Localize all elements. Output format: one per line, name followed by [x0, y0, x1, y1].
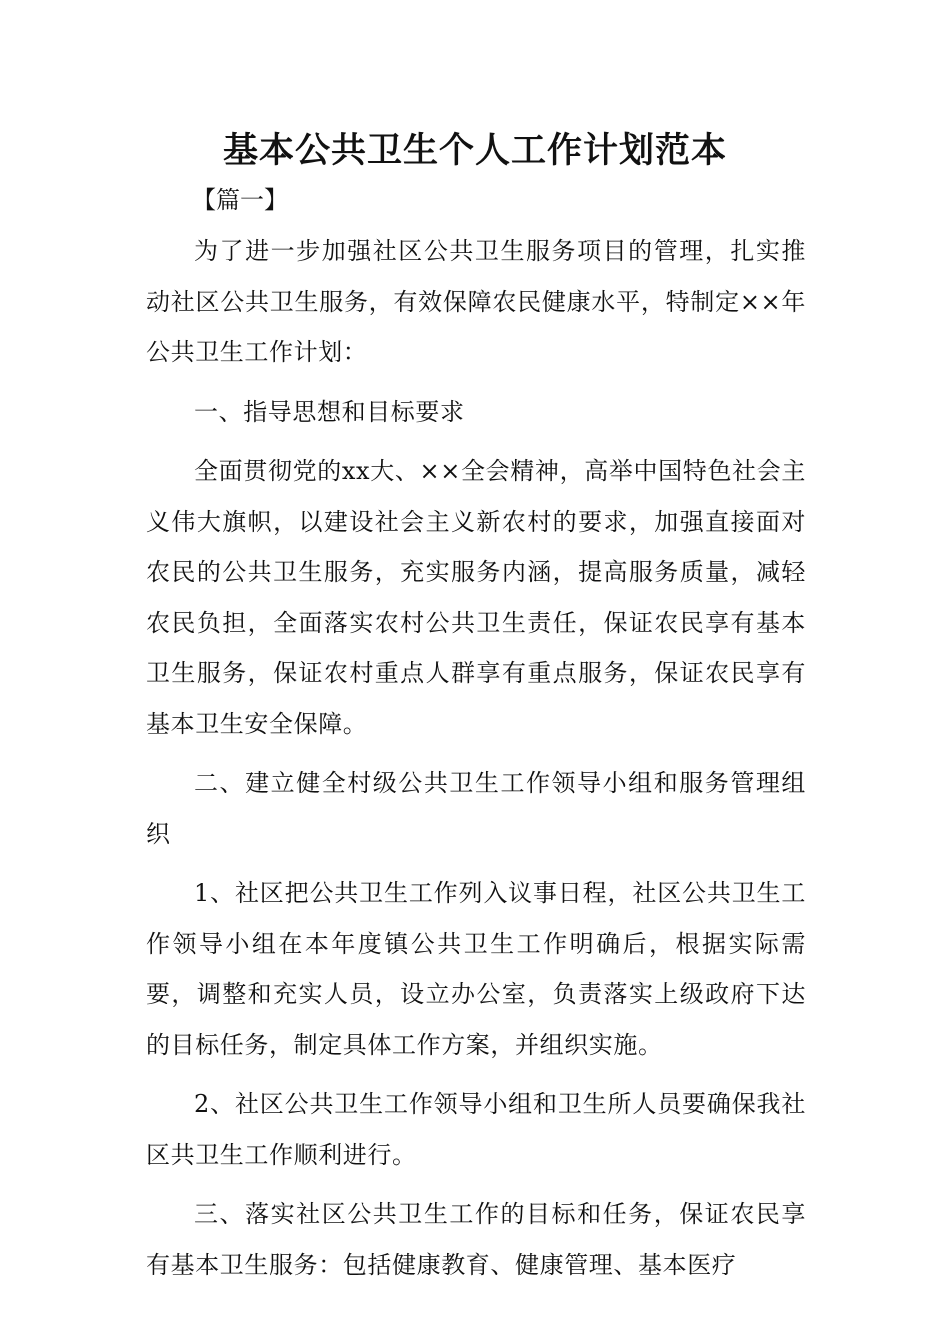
paragraph-targets-tasks: 三、落实社区公共卫生工作的目标和任务，保证农民享有基本卫生服务：包括健康教育、健康管理、基本医疗: [146, 1200, 806, 1279]
paragraph-item-2: 2、社区公共卫生工作领导小组和卫生所人员要确保我社区共卫生工作顺利进行。: [146, 1090, 806, 1169]
document-body: [146, 226, 806, 1299]
paragraph-item-1: 1、社区把公共卫生工作列入议事日程，社区公共卫生工作领导小组在本年度镇公共卫生工作明确后，根据实际需要，调整和充实人员，设立办公室，负责落实上级政府下达的目标任务，制定具体工作方案，并组织实施。: [146, 879, 806, 1059]
page-title: 基本公共卫生个人工作计划范本: [222, 130, 727, 171]
heading-leadership-group: 二、建立健全村级公共卫生工作领导小组和服务管理组织: [146, 769, 806, 848]
paragraph-intro: 为了进一步加强社区公共卫生服务项目的管理，扎实推动社区公共卫生服务，有效保障农民健康水平，特制定××年公共卫生工作计划：: [146, 237, 806, 366]
paragraph-guiding-principles: 全面贯彻党的xx大、××全会精神，高举中国特色社会主义伟大旗帜，以建设社会主义新农村的要求，加强直接面对农民的公共卫生服务，充实服务内涵，提高服务质量，减轻农民负担，全面落实农村公共卫生责任，保证农民享有基本卫生服务，保证农村重点人群享有重点服务，保证农民享有基本卫生安全保障。: [146, 457, 806, 738]
section-tag: 【篇一】: [192, 186, 288, 214]
heading-guiding-principles: 一、指导思想和目标要求: [194, 397, 465, 426]
